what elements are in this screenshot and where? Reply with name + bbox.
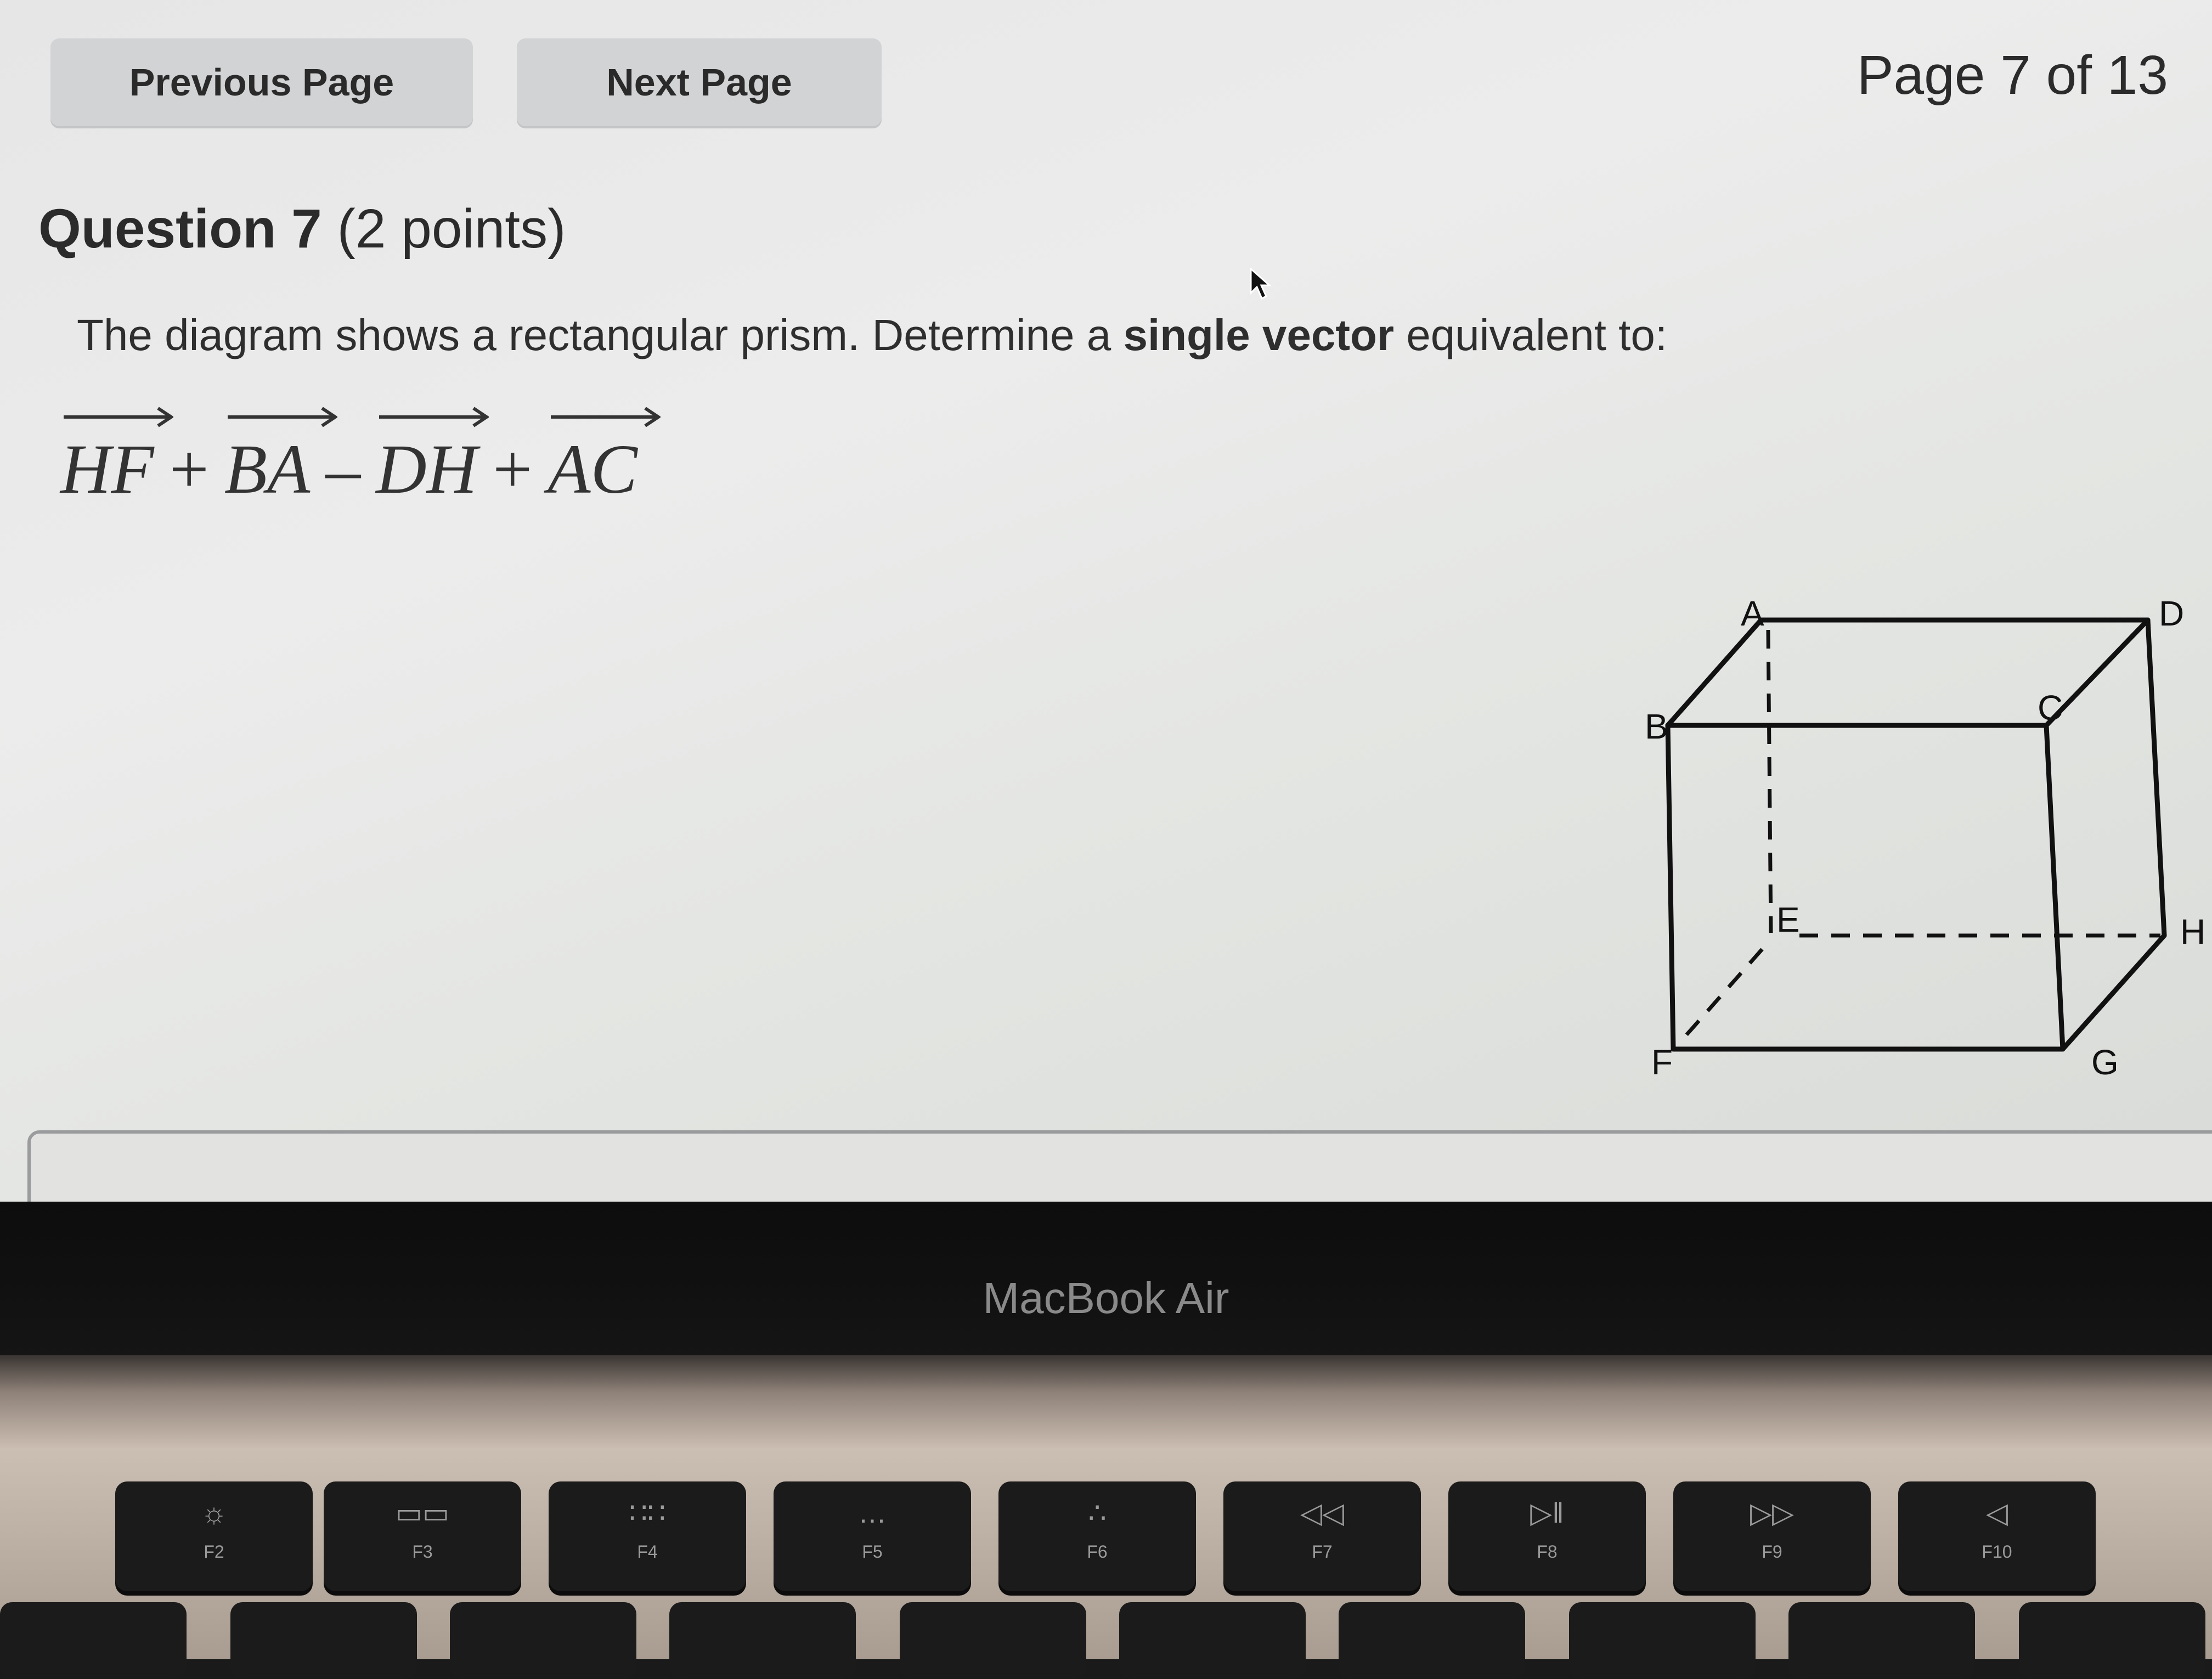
- vector-term: [376, 406, 477, 510]
- prompt-emphasis: single vector: [1123, 311, 1394, 359]
- edge-bf: [1668, 725, 1673, 1049]
- edge-ab: [1668, 620, 1761, 725]
- mute-icon: ◁: [1986, 1497, 2008, 1529]
- edge-dh: [2148, 620, 2164, 936]
- next-page-button[interactable]: Next Page: [517, 38, 882, 126]
- vertex-label-g: G: [2091, 1043, 2119, 1082]
- previous-page-button[interactable]: Previous Page: [50, 38, 473, 126]
- function-key-f10[interactable]: [1898, 1481, 2096, 1591]
- expression-operator: +: [169, 430, 209, 508]
- vertex-label-d: D: [2159, 598, 2185, 633]
- question-title: [38, 198, 566, 261]
- brightness-up-icon: ☼: [201, 1497, 227, 1529]
- keyboard-key[interactable]: [0, 1602, 187, 1679]
- rectangular-prism-diagram: [1635, 598, 2212, 1092]
- vertex-label-b: B: [1645, 707, 1668, 746]
- keyboard-key[interactable]: [669, 1602, 856, 1679]
- function-key-label: F7: [1312, 1542, 1333, 1562]
- keyboard-key[interactable]: [900, 1602, 1086, 1679]
- vertex-label-f: F: [1651, 1043, 1673, 1082]
- edge-gh: [2063, 936, 2164, 1049]
- expression-operator: –: [325, 430, 361, 508]
- function-key-label: F5: [862, 1542, 883, 1562]
- function-key-f8[interactable]: [1448, 1481, 1646, 1591]
- function-key-f9[interactable]: [1673, 1481, 1871, 1591]
- vertex-label-h: H: [2180, 912, 2206, 951]
- vector-name: DH: [376, 430, 478, 508]
- vertex-label-c: C: [2038, 688, 2063, 728]
- vector-arrow-icon: [379, 406, 489, 428]
- function-key-f4[interactable]: [549, 1481, 746, 1591]
- launchpad-icon: ∷∷: [629, 1497, 666, 1529]
- function-key-f6[interactable]: [998, 1481, 1196, 1591]
- play-pause-icon: ▷‖: [1530, 1497, 1564, 1529]
- vector-name: BA: [224, 430, 311, 508]
- keyboard-key[interactable]: [230, 1602, 417, 1679]
- function-key-label: F8: [1537, 1542, 1558, 1562]
- prompt-text-end: equivalent to:: [1393, 311, 1668, 359]
- function-key-label: F9: [1762, 1542, 1782, 1562]
- function-key-f7[interactable]: [1223, 1481, 1421, 1591]
- vector-name: AC: [548, 430, 637, 508]
- function-key-f2[interactable]: [115, 1481, 313, 1591]
- function-key-label: F10: [1982, 1542, 2012, 1562]
- question-points: (2 points): [337, 198, 566, 260]
- mission-control-icon: ▭▭: [395, 1497, 450, 1529]
- hidden-edge-ae: [1768, 630, 1771, 933]
- expression-operator: +: [493, 430, 533, 508]
- function-key-label: F2: [204, 1542, 224, 1562]
- vector-arrow-icon: [551, 406, 661, 428]
- vector-term: [224, 406, 310, 510]
- function-key-label: F3: [412, 1542, 433, 1562]
- page-indicator: Page 7 of 13: [1857, 44, 2168, 106]
- keyboard-light-down-icon: …: [858, 1497, 887, 1529]
- vector-arrow-icon: [64, 406, 173, 428]
- edge-cg: [2046, 725, 2063, 1049]
- answer-input[interactable]: [27, 1130, 2212, 1202]
- device-brand-label: MacBook Air: [983, 1274, 1229, 1322]
- vertex-label-a: A: [1741, 598, 1764, 633]
- keyboard-key[interactable]: [1339, 1602, 1525, 1679]
- rewind-icon: ◁◁: [1300, 1497, 1344, 1529]
- function-key-f5[interactable]: [774, 1481, 971, 1591]
- keyboard-key[interactable]: [450, 1602, 636, 1679]
- hidden-edge-ef: [1679, 949, 1762, 1044]
- vector-expression: [60, 406, 637, 510]
- fast-forward-icon: ▷▷: [1750, 1497, 1794, 1529]
- prompt-text-start: The diagram shows a rectangular prism. Determine a: [77, 311, 1124, 359]
- mouse-cursor-icon: [1250, 268, 1272, 301]
- keyboard-key[interactable]: [2019, 1602, 2205, 1679]
- vector-name: HF: [60, 430, 154, 508]
- vector-term: [60, 406, 154, 510]
- question-prompt: [77, 310, 1667, 360]
- question-number: Question 7: [38, 198, 322, 260]
- vertex-label-e: E: [1776, 900, 1800, 939]
- function-key-label: F6: [1087, 1542, 1108, 1562]
- vector-arrow-icon: [228, 406, 337, 428]
- keyboard-key[interactable]: [1569, 1602, 1756, 1679]
- keyboard-light-up-icon: ∴: [1088, 1497, 1107, 1529]
- function-key-label: F4: [637, 1542, 658, 1562]
- keyboard-key[interactable]: [1119, 1602, 1306, 1679]
- keyboard-key[interactable]: [1788, 1602, 1975, 1679]
- laptop-hinge: [0, 1355, 2212, 1449]
- vector-term: [548, 406, 637, 510]
- function-key-f3[interactable]: [324, 1481, 521, 1591]
